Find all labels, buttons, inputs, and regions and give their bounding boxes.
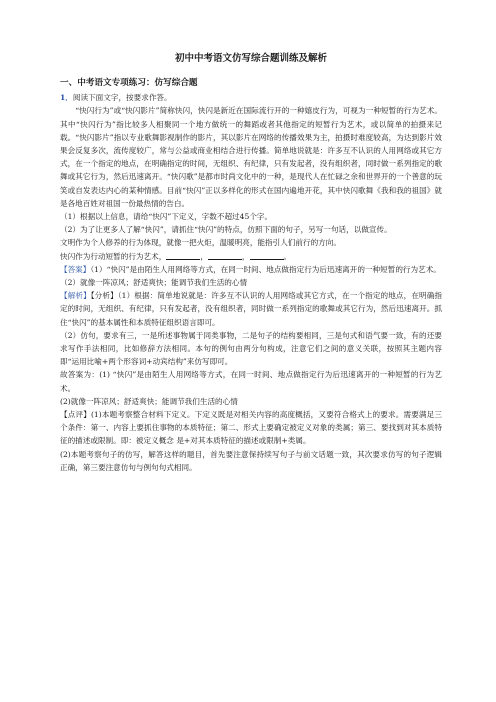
- analysis-1: （1）根据：简单地说就是：许多互不认识的人用网络或其它方式，在一个指定的地点，在明确指定的时间，无组织、有纪律，只有发起者，没有组织者，同时做一系列指定的歌舞或其它行为，然后迅速离开。抓住“快闪”的基本属性和本质特征组织语言即可。: [60, 291, 442, 327]
- question-prompt: 阅读下面文字，按要求作答。: [72, 93, 172, 102]
- analysis-2: （2）仿句，要求有三，一是所述事物属于同类事物，二是句子的结构要相同，三是句式和语气要一致，有的还要求写作手法相同，比如修辞方法相同。本句的例句由两分句构成，注意它们之间的意义关联，按照其主题内容即“运用比喻+两个形容词+动宾结构”来仿写即可。: [60, 330, 442, 367]
- answer-2: （2）就像一阵凉风；舒适爽快；能调节我们生活的心情: [60, 278, 248, 288]
- comment-2: (2)本题考察句子的仿写，解答这样的题目，首先要注意保持续写句子与前文话题一致，其次要求仿写的句子逻辑正确，第三要注意仿句与例句句式相同。: [60, 449, 442, 472]
- example-sentence: 文明作为个人修养的行为体现，就像一把火炬，温暖明亮，能指引人们前行的方向。: [60, 238, 341, 248]
- question-header: [60, 92, 442, 104]
- sub-question-1: （1）根据以上信息，请给“快闪”下定义，字数不超过45个字。: [60, 212, 273, 222]
- sub-question-2: （2）为了让更多人了解“快闪”，请抓住“快闪”的特点，仿照下面的句子，另写一句话，以做宣传。: [60, 225, 392, 235]
- comment-1: (1)本题考察整合材料下定义。下定义既是对相关内容的高度概括，又要符合格式上的要求。需要满足三个条件：第一、内容上要抓住事物的本质特征；第二、形式上要确定被定义对象的类属；第三、要找到对其本质特征的描述或限制。即：被定义概念 是+对其本质特征的描述或限制+类属。: [60, 410, 442, 446]
- comment-block: [60, 408, 442, 448]
- analysis-tag: 【解析】: [60, 291, 91, 301]
- analysis-block: [60, 289, 442, 329]
- comment-tag: 【点评】: [60, 410, 91, 420]
- answer-block: [60, 263, 442, 276]
- fill-in-line: 快闪作为行动短暂的行为艺术， ， ， 。: [60, 251, 292, 261]
- blank-2[interactable]: [208, 251, 242, 260]
- answer-1: （1）“快闪”是由陌生人用网络等方式，在同一时间、地点做指定行为后迅速离开的一种短暂的行为艺术。: [90, 264, 441, 274]
- section-heading: 一、中考语文专项练习：仿写综合题: [60, 78, 198, 88]
- final-answer-2: (2)就像一阵凉风；舒适爽快；能调节我们生活的心情: [60, 396, 238, 406]
- blank-3[interactable]: [250, 251, 284, 260]
- question-number: 1．: [60, 93, 73, 102]
- document-title: 初中中考语文仿写综合题训练及解析: [174, 53, 327, 64]
- analysis-sub-tag: 【分析】: [90, 291, 118, 301]
- answer-tag: 【答案】: [60, 264, 91, 274]
- blank-1[interactable]: [166, 251, 200, 260]
- fill-prefix: 快闪作为行动短暂的行为艺术，: [60, 251, 167, 261]
- reading-passage: “快闪行为”或“快闪影片”简称快闪，快闪是新近在国际流行开的一种嬉皮行为，可视为一种短暂的行为艺术。其中“快闪行为”指比较多人相聚同一个地方做统一的舞蹈或者其他指定的短暂行为艺术，或以简单的拍摄来记载。“快闪影片”指以专业歌舞影视制作的影片，其以影片在网络的传播效果为主，拍摄时难度较高，为达到影片效果会反复多次，流传度较广，常与公益或商业相结合进行传播。简单地说就是：许多互不认识的人用网络或其它方式，在一个指定的地点，在明确指定的时间，无组织、有纪律，只有发起者，没有组织者，同时做一系列指定的歌舞或其它行为，然后迅速离开。“快闪歌”是都市时尚文化中的一种，是现代人在忙碌之余和世界开的一个善意的玩笑或自发表达内心的某种情感。目前“快闪”正以多样化的形式在国内遍地开花，其中快闪歌舞《我和我的祖国》就是各地百姓对祖国一份最热情的告白。: [60, 106, 442, 208]
- final-answer-1: 故答案为：(1) “快闪”是由陌生人用网络等方式，在同一时间、地点做指定行为后迅速离开的一种短暂的行为艺术。: [60, 370, 442, 393]
